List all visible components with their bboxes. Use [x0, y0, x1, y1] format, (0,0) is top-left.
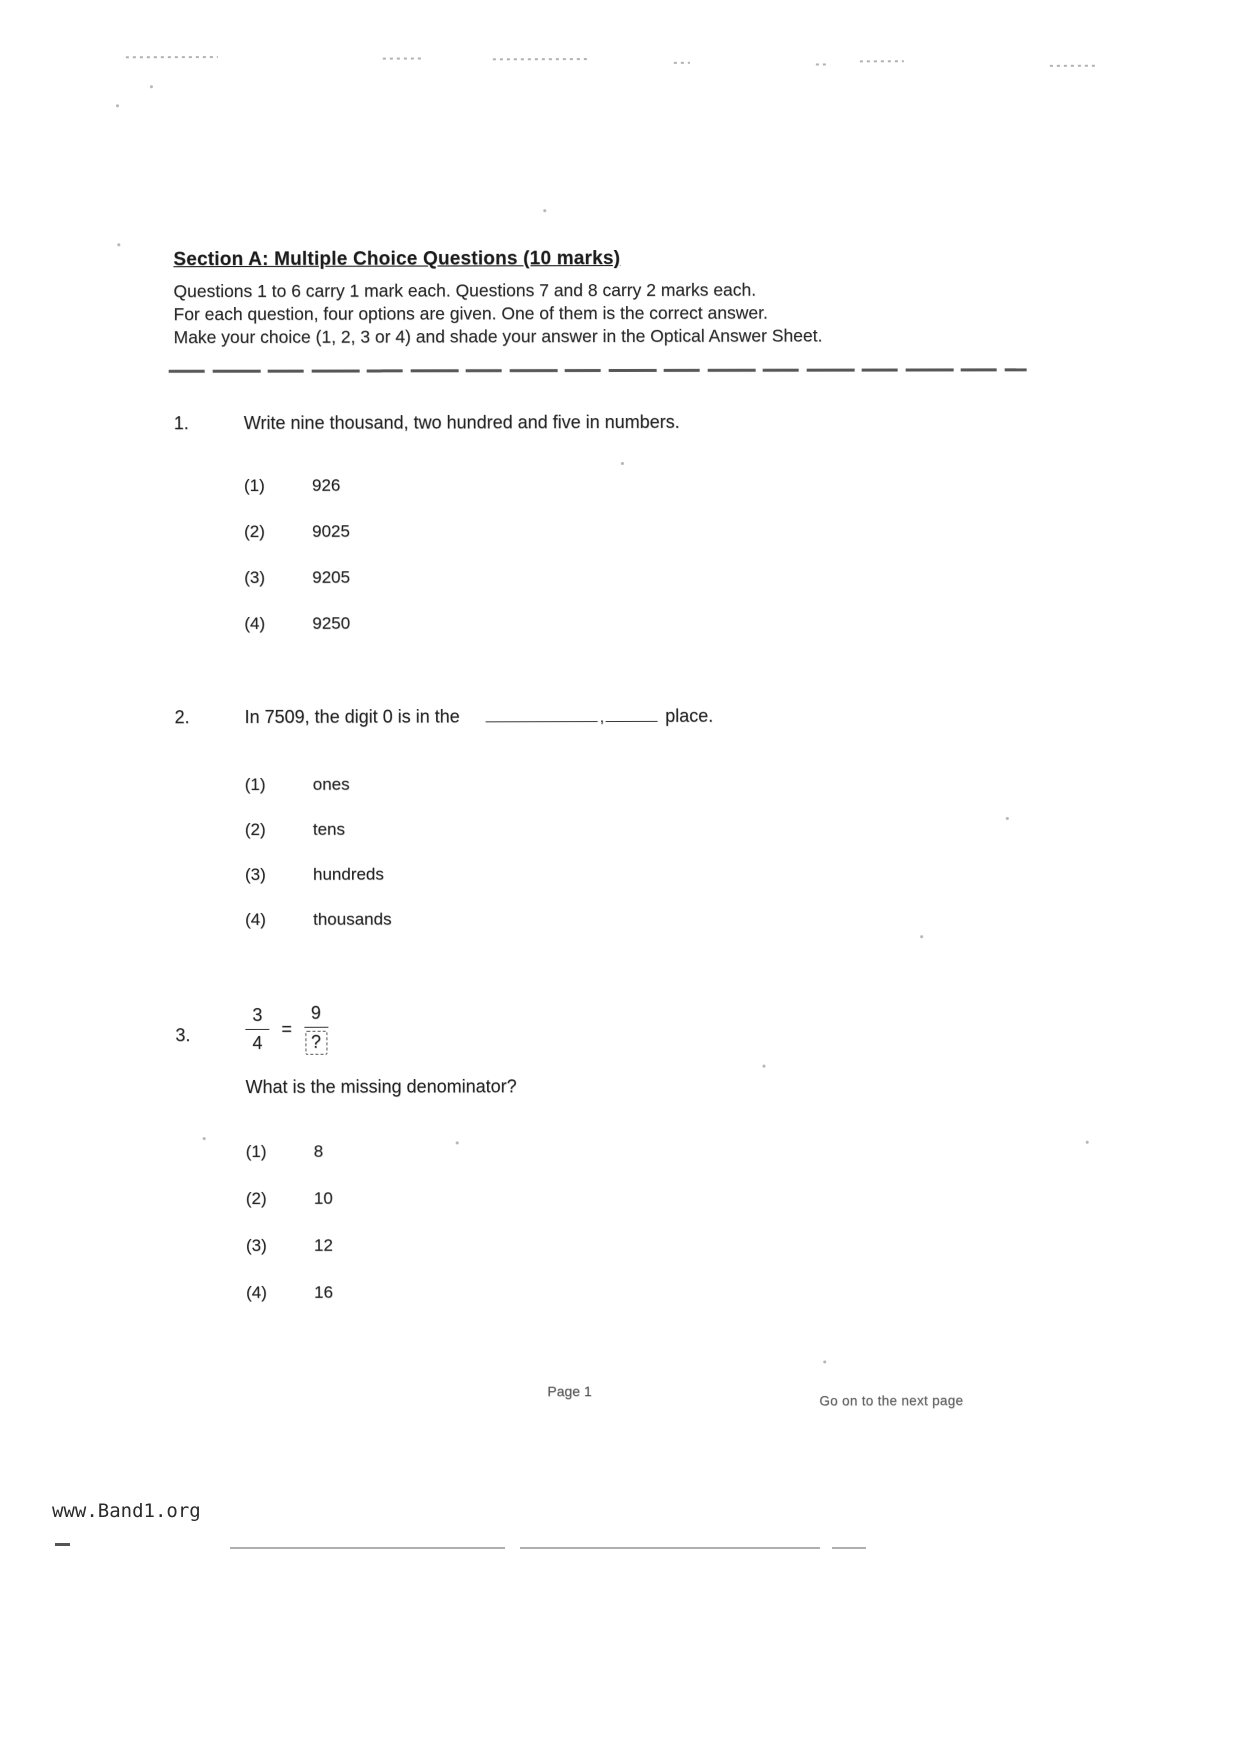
question-3: [175, 1001, 1046, 1330]
scan-noise: [1050, 65, 1096, 67]
question-text-before-blank: In 7509, the digit 0 is in the: [244, 706, 460, 727]
bottom-scan-line: [520, 1547, 820, 1549]
blank-comma-mark: ,: [599, 709, 605, 727]
option-row: [246, 1234, 1046, 1256]
question-number: 1.: [173, 413, 189, 434]
instruction-line: For each question, four options are given. One of them is the correct answer.: [173, 302, 768, 325]
option-row: [244, 520, 1044, 542]
option-row: [244, 474, 1044, 496]
fraction-denominator: 4: [252, 1032, 263, 1053]
question-text-after-blank: place.: [665, 705, 714, 726]
option-value: thousands: [313, 909, 392, 929]
option-label: (4): [244, 613, 266, 633]
scan-speck: [1086, 1141, 1089, 1144]
scan-speck: [543, 209, 546, 212]
fraction-denominator-missing: [304, 1028, 328, 1055]
missing-value-box: ?: [305, 1031, 327, 1055]
watermark-url: www.Band1.org: [52, 1500, 201, 1522]
instruction-line: Questions 1 to 6 carry 1 mark each. Questions 7 and 8 carry 2 marks each.: [173, 279, 757, 302]
bottom-scan-line: [832, 1547, 866, 1549]
page-number: Page 1: [547, 1383, 592, 1400]
scan-noise: [816, 63, 826, 65]
option-value: 9250: [312, 613, 351, 633]
option-value: 16: [314, 1282, 334, 1302]
question-equation: [245, 1001, 1045, 1055]
option-label: (4): [245, 909, 266, 929]
option-label: (3): [244, 864, 266, 884]
option-row: [244, 612, 1044, 634]
fraction-right: [304, 1003, 328, 1055]
answer-blank: [605, 707, 657, 722]
instructions-block: [173, 278, 953, 349]
scan-noise: [383, 58, 425, 60]
fraction-numerator: 3: [245, 1004, 269, 1029]
question-number: 2.: [174, 707, 190, 728]
scan-speck: [116, 104, 119, 107]
option-row: [245, 773, 1045, 795]
scan-speck: [117, 243, 120, 246]
option-label: (1): [245, 1141, 267, 1161]
option-value: 926: [311, 475, 341, 495]
scan-noise: [860, 60, 904, 62]
scan-noise: [674, 62, 690, 64]
option-label: (2): [245, 1188, 267, 1208]
question-2: [175, 705, 1046, 955]
option-value: 9205: [312, 567, 351, 587]
options-list: [244, 474, 1044, 634]
option-label: (3): [245, 1235, 267, 1255]
option-row: [246, 1281, 1046, 1303]
scan-speck: [150, 85, 153, 88]
question-text: Write nine thousand, two hundred and five in numbers.: [243, 411, 680, 433]
option-value: tens: [312, 819, 346, 839]
bottom-scan-line: [230, 1547, 505, 1549]
scan-noise: [126, 56, 218, 58]
option-row: [244, 566, 1044, 588]
option-row: [245, 818, 1045, 840]
option-value: 12: [313, 1235, 333, 1255]
option-label: (3): [244, 567, 266, 587]
question-text: [245, 705, 1045, 728]
option-row: [245, 908, 1045, 930]
options-list: [245, 773, 1045, 930]
answer-blank: [486, 707, 598, 722]
section-divider-line: [169, 368, 1027, 372]
question-1: [174, 411, 1045, 660]
option-label: (1): [243, 475, 265, 495]
option-row: [246, 1140, 1046, 1162]
option-value: 9025: [312, 521, 350, 541]
option-value: ones: [312, 774, 350, 794]
scan-noise: [55, 1543, 70, 1546]
equals-sign: =: [281, 1018, 292, 1039]
option-value: hundreds: [312, 864, 384, 884]
option-row: [245, 863, 1045, 885]
option-label: (1): [244, 774, 266, 794]
options-list: [246, 1140, 1046, 1303]
option-value: 8: [313, 1141, 324, 1161]
option-label: (4): [246, 1282, 267, 1302]
option-value: 10: [313, 1188, 333, 1208]
next-page-note: Go on to the next page: [819, 1393, 964, 1409]
option-label: (2): [244, 819, 266, 839]
question-number: 3.: [175, 1025, 191, 1046]
section-title: Section A: Multiple Choice Questions (10 marks): [173, 247, 621, 271]
option-row: [246, 1187, 1046, 1209]
scan-speck: [823, 1360, 826, 1363]
instruction-line: Make your choice (1, 2, 3 or 4) and shade your answer in the Optical Answer Sheet.: [173, 325, 823, 348]
fraction-left: [245, 1004, 269, 1053]
option-label: (2): [244, 521, 265, 541]
scan-noise: [493, 58, 589, 60]
question-text: What is the missing denominator?: [245, 1076, 517, 1097]
fraction-numerator: 9: [304, 1003, 328, 1028]
